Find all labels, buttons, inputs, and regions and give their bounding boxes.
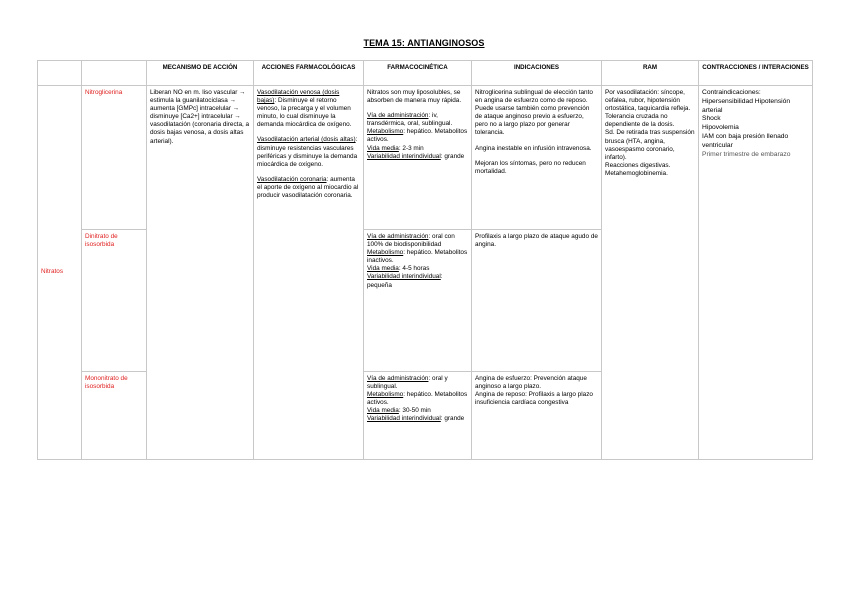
- antianginosos-table: [37, 60, 813, 460]
- header-row: [38, 61, 813, 86]
- header-actions: ACCIONES FARMACOLÓGICAS: [254, 61, 364, 86]
- drug-mononitrato: Mononitrato de isosorbida: [82, 372, 147, 460]
- group-label: Nitratos: [38, 86, 82, 460]
- contraindications-cell: Contraindicaciones: Hipersensibilidad Hipotensión arterial Shock Hipovolemia IAM con baja presión llenado ventricular Primer trimestre de embarazo: [699, 86, 813, 460]
- indications-dinitrato: Profilaxis a largo plazo de ataque agudo de angina.: [472, 230, 602, 372]
- header-pharmacokinetics: FARMACOCINÉTICA: [364, 61, 472, 86]
- mechanism-cell: Liberan NO en m. liso vascular → estimula la guanilatociclasa → aumenta [GMPc] intracelular → disminuye [Ca2+] intracelular → vasodilatación (coronaria directa, a dosis bajas venosa, a dosis altas arterial).: [147, 86, 254, 460]
- drug-nitroglicerina: Nitroglicerina: [82, 86, 147, 230]
- header-ram: RAM: [602, 61, 699, 86]
- action-arterial: Vasodilatación arterial (dosis altas): disminuye resistencias vasculares periféricas y disminuye la demanda miocárdica de oxígeno.: [257, 136, 358, 168]
- ram-cell: Por vasodilatación: síncope, cefalea, rubor, hipotensión ortostática, taquicardia refleja. Tolerancia cruzada no dependiente de la dosis. Sd. De retirada tras suspensión brusca (HTA, angina, vasoespasmo coronario, infarto). Reacciones digestivas. Metahemoglobinemia.: [602, 86, 699, 460]
- pk-mononitrato: Vía de administración: oral y sublingual. Metabolismo: hepático. Metabolitos activos. Vida media: 30-50 min Variabilidad interindividual: grande: [364, 372, 472, 460]
- action-coronary: Vasodilatación coronaria: aumenta el aporte de oxígeno al miocardio al producir vasodilatación coronaria.: [257, 175, 359, 200]
- pk-nitroglicerina: Nitratos son muy liposolubles, se absorben de manera muy rápida. Vía de administración: iv, transdérmica, oral, sublingual. Metabolismo: hepático. Metabolitos activos. Vida media: 2-3 min Variabilidad interindividual: grande: [364, 86, 472, 230]
- page-title: TEMA 15: ANTIANGINOSOS: [363, 38, 485, 48]
- indications-mononitrato: Angina de esfuerzo: Prevención ataque anginoso a largo plazo. Angina de reposo: Profilaxis a largo plazo insuficiencia cardíaca congestiva: [472, 372, 602, 460]
- header-indications: INDICACIONES: [472, 61, 602, 86]
- indications-nitroglicerina: Nitroglicerina sublingual de elección tanto en angina de esfuerzo como de reposo. Puede usarse también como prevención de ataque anginoso previo a esfuerzo, pero no a largo plazo por generar tolerancia. Angina inestable en infusión intravenosa. Mejoran los síntomas, pero no reducen mortalidad.: [472, 86, 602, 230]
- header-group: [38, 61, 82, 86]
- actions-cell: [254, 86, 364, 460]
- header-drug: [82, 61, 147, 86]
- row-nitroglicerina: [38, 86, 813, 230]
- pk-dinitrato: Vía de administración: oral con 100% de biodisponibilidad Metabolismo: hepático. Metabolitos inactivos. Vida media: 4-5 horas Variabilidad interindividual: pequeña: [364, 230, 472, 372]
- header-mechanism: MECANISMO DE ACCIÓN: [147, 61, 254, 86]
- header-contraindications: CONTRACCIONES / INTERACIONES: [699, 61, 813, 86]
- drug-dinitrato: Dinitrato de isosorbida: [82, 230, 147, 372]
- action-venous: Vasodilatación venosa (dosis bajas): Disminuye el retorno venoso, la precarga y el volumen minuto, lo cual disminuye la demanda miocárdica de oxígeno.: [257, 89, 352, 129]
